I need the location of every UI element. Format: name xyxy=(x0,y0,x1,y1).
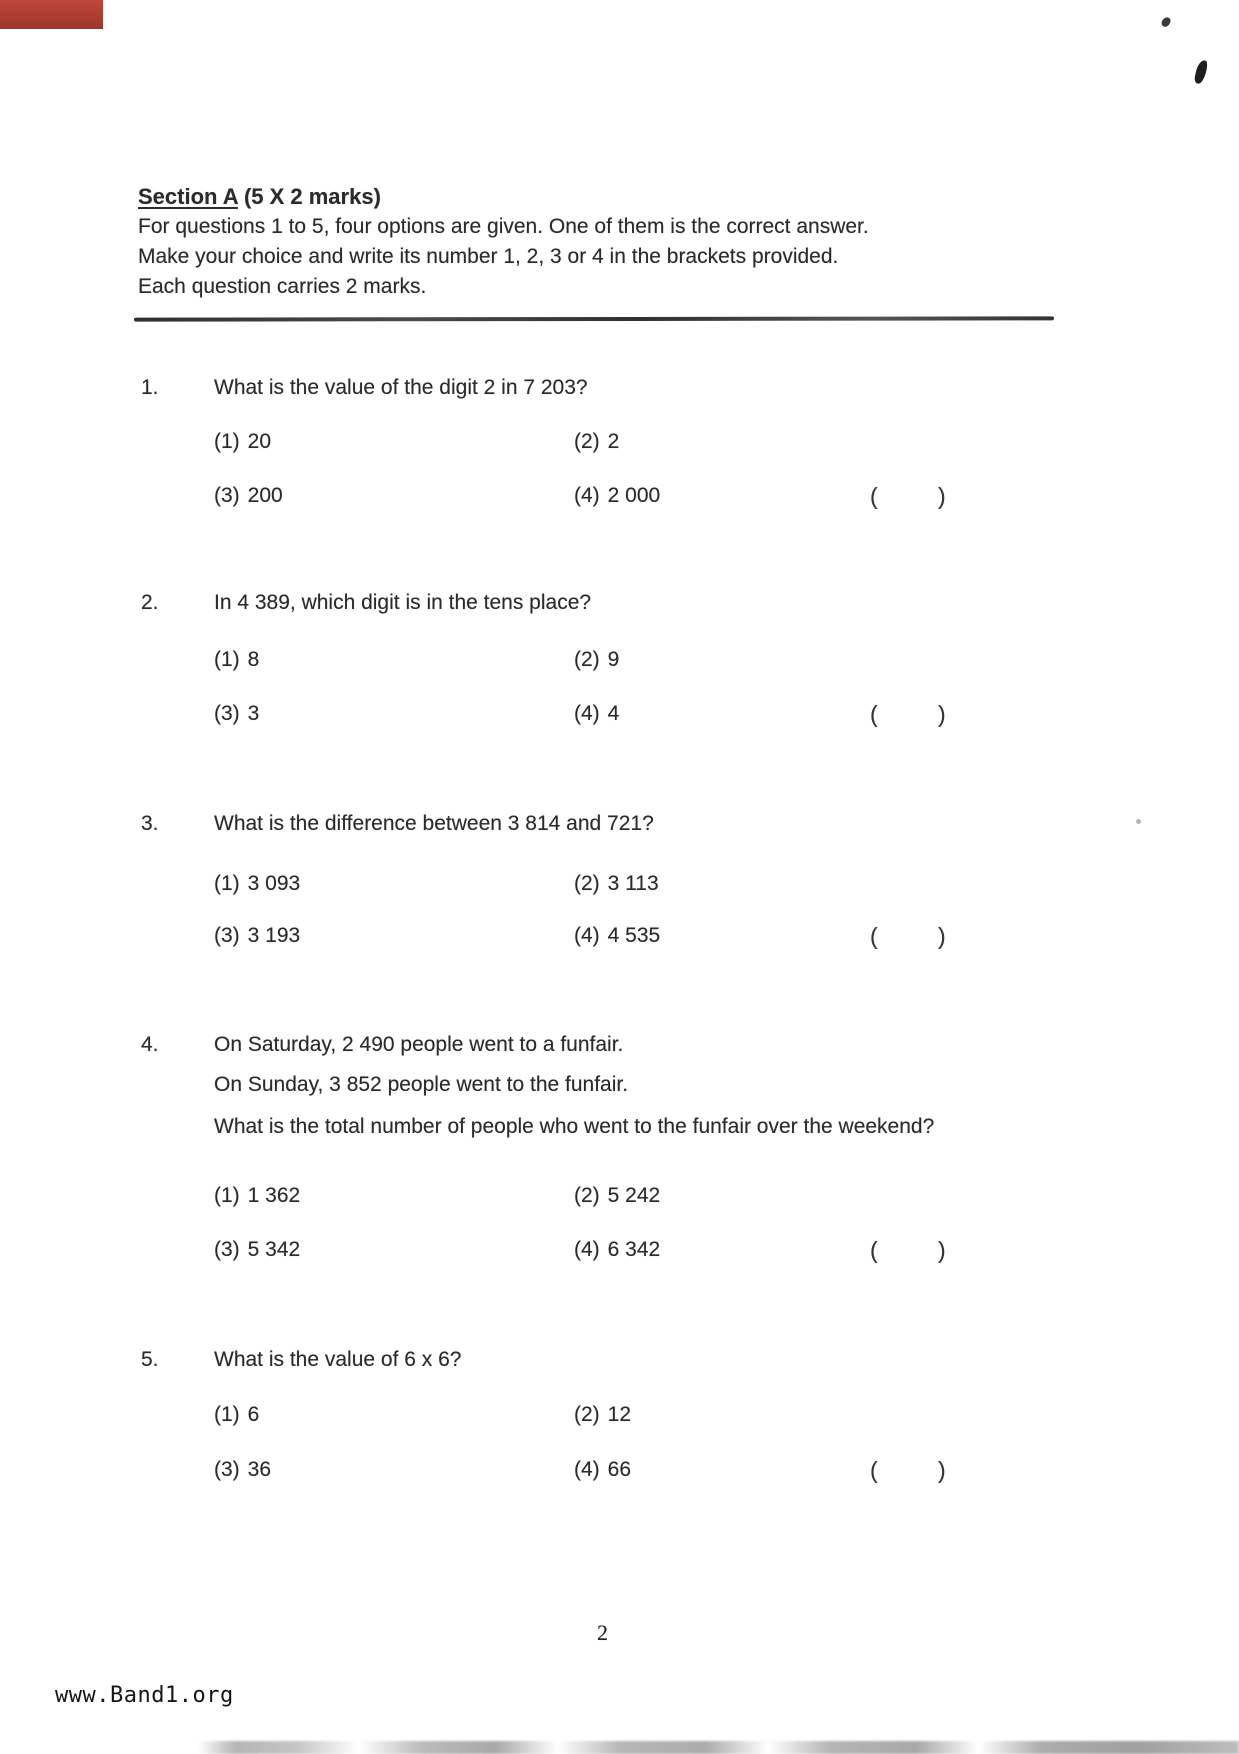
option-label: (4) xyxy=(574,1238,600,1261)
answer-bracket-open: ( xyxy=(870,1237,878,1263)
option xyxy=(574,1456,631,1484)
answer-bracket-close: ) xyxy=(938,923,946,949)
option-label: (2) xyxy=(574,872,600,895)
option xyxy=(214,428,271,456)
option xyxy=(214,1236,300,1264)
header-divider xyxy=(134,316,1054,321)
option-value: 2 000 xyxy=(607,484,661,507)
option-value: 1 362 xyxy=(247,1184,301,1207)
option-row xyxy=(141,482,1161,510)
section-title-underlined: Section A xyxy=(138,184,238,209)
option xyxy=(574,428,619,456)
option xyxy=(574,1401,631,1429)
section-title xyxy=(138,182,869,212)
option-value: 4 535 xyxy=(607,924,661,947)
question-line: What is the total number of people who went to the funfair over the weekend? xyxy=(214,1115,935,1138)
answer-bracket-open: ( xyxy=(870,1457,878,1483)
option-value: 200 xyxy=(247,484,283,507)
ink-speck xyxy=(1194,59,1209,85)
question-line: On Sunday, 3 852 people went to the funfair. xyxy=(214,1073,629,1096)
section-title-marks: (5 X 2 marks) xyxy=(237,184,381,209)
scan-artifact-corner-bar xyxy=(0,0,103,29)
question-number: 3. xyxy=(141,812,159,835)
option xyxy=(214,870,300,898)
option-label: (3) xyxy=(214,1458,240,1481)
option-value: 2 xyxy=(607,430,620,453)
option-label: (1) xyxy=(214,872,240,895)
question-line: What is the value of 6 x 6? xyxy=(214,1348,462,1371)
option xyxy=(574,700,619,728)
option-value: 6 342 xyxy=(607,1238,661,1261)
option-row xyxy=(141,870,1161,898)
watermark-url: www.Band1.org xyxy=(55,1683,234,1708)
option-label: (3) xyxy=(214,484,240,507)
answer-bracket-open: ( xyxy=(870,701,878,727)
option-row xyxy=(141,1456,1161,1484)
option-row xyxy=(141,646,1161,674)
option xyxy=(574,870,659,898)
option-value: 5 342 xyxy=(247,1238,301,1261)
option-value: 12 xyxy=(607,1403,632,1426)
option-value: 3 193 xyxy=(247,924,301,947)
option xyxy=(574,646,619,674)
option-label: (3) xyxy=(214,924,240,947)
instruction-line: Each question carries 2 marks. xyxy=(138,275,427,298)
ink-speck xyxy=(1160,16,1171,28)
option xyxy=(214,922,300,950)
option-value: 5 242 xyxy=(607,1184,661,1207)
option-row xyxy=(141,700,1161,728)
option-row xyxy=(141,1401,1161,1429)
option-value: 4 xyxy=(607,702,620,725)
option-value: 6 xyxy=(247,1403,260,1426)
answer-bracket-close: ) xyxy=(938,1457,946,1483)
option-label: (4) xyxy=(574,702,600,725)
option-label: (2) xyxy=(574,648,600,671)
answer-bracket-close: ) xyxy=(938,701,946,727)
ink-speck xyxy=(1136,819,1141,824)
answer-bracket-close: ) xyxy=(938,1237,946,1263)
instruction-line: For questions 1 to 5, four options are given. One of them is the correct answer. xyxy=(138,215,869,238)
option-label: (2) xyxy=(574,430,600,453)
option-label: (4) xyxy=(574,1458,600,1481)
option xyxy=(574,1182,660,1210)
option xyxy=(214,700,259,728)
option-row xyxy=(141,1236,1161,1264)
question-line: What is the difference between 3 814 and 721? xyxy=(214,812,654,835)
option xyxy=(214,482,283,510)
question-line: On Saturday, 2 490 people went to a funfair. xyxy=(214,1033,624,1056)
page-number: 2 xyxy=(597,1620,608,1645)
option-value: 66 xyxy=(607,1458,632,1481)
scan-artifact-bottom-bar xyxy=(0,1741,1239,1754)
answer-bracket-open: ( xyxy=(870,483,878,509)
option-label: (4) xyxy=(574,484,600,507)
option-value: 9 xyxy=(607,648,620,671)
option-label: (1) xyxy=(214,430,240,453)
option-value: 3 093 xyxy=(247,872,301,895)
section-header xyxy=(138,182,869,302)
option-row xyxy=(141,428,1161,456)
option-row xyxy=(141,1182,1161,1210)
option-row xyxy=(141,922,1161,950)
option-value: 36 xyxy=(247,1458,272,1481)
option-label: (1) xyxy=(214,1403,240,1426)
option-value: 3 xyxy=(247,702,260,725)
question-number: 1. xyxy=(141,376,159,399)
option-label: (3) xyxy=(214,702,240,725)
option-value: 8 xyxy=(247,648,260,671)
option-label: (3) xyxy=(214,1238,240,1261)
question-line: What is the value of the digit 2 in 7 203? xyxy=(214,376,588,399)
option-label: (4) xyxy=(574,924,600,947)
option xyxy=(574,482,660,510)
answer-bracket-close: ) xyxy=(938,483,946,509)
option xyxy=(214,1401,259,1429)
option-label: (2) xyxy=(574,1403,600,1426)
instruction-line: Make your choice and write its number 1, 2, 3 or 4 in the brackets provided. xyxy=(138,245,839,268)
option xyxy=(214,646,259,674)
option xyxy=(574,922,660,950)
option-value: 20 xyxy=(247,430,272,453)
option xyxy=(574,1236,660,1264)
answer-bracket-open: ( xyxy=(870,923,878,949)
question-line: In 4 389, which digit is in the tens place? xyxy=(214,591,592,614)
option-label: (1) xyxy=(214,648,240,671)
option xyxy=(214,1182,300,1210)
option-value: 3 113 xyxy=(607,872,659,895)
option-label: (2) xyxy=(574,1184,600,1207)
option xyxy=(214,1456,271,1484)
option-label: (1) xyxy=(214,1184,240,1207)
question-number: 4. xyxy=(141,1033,159,1056)
question-number: 2. xyxy=(141,591,159,614)
question-number: 5. xyxy=(141,1348,159,1371)
